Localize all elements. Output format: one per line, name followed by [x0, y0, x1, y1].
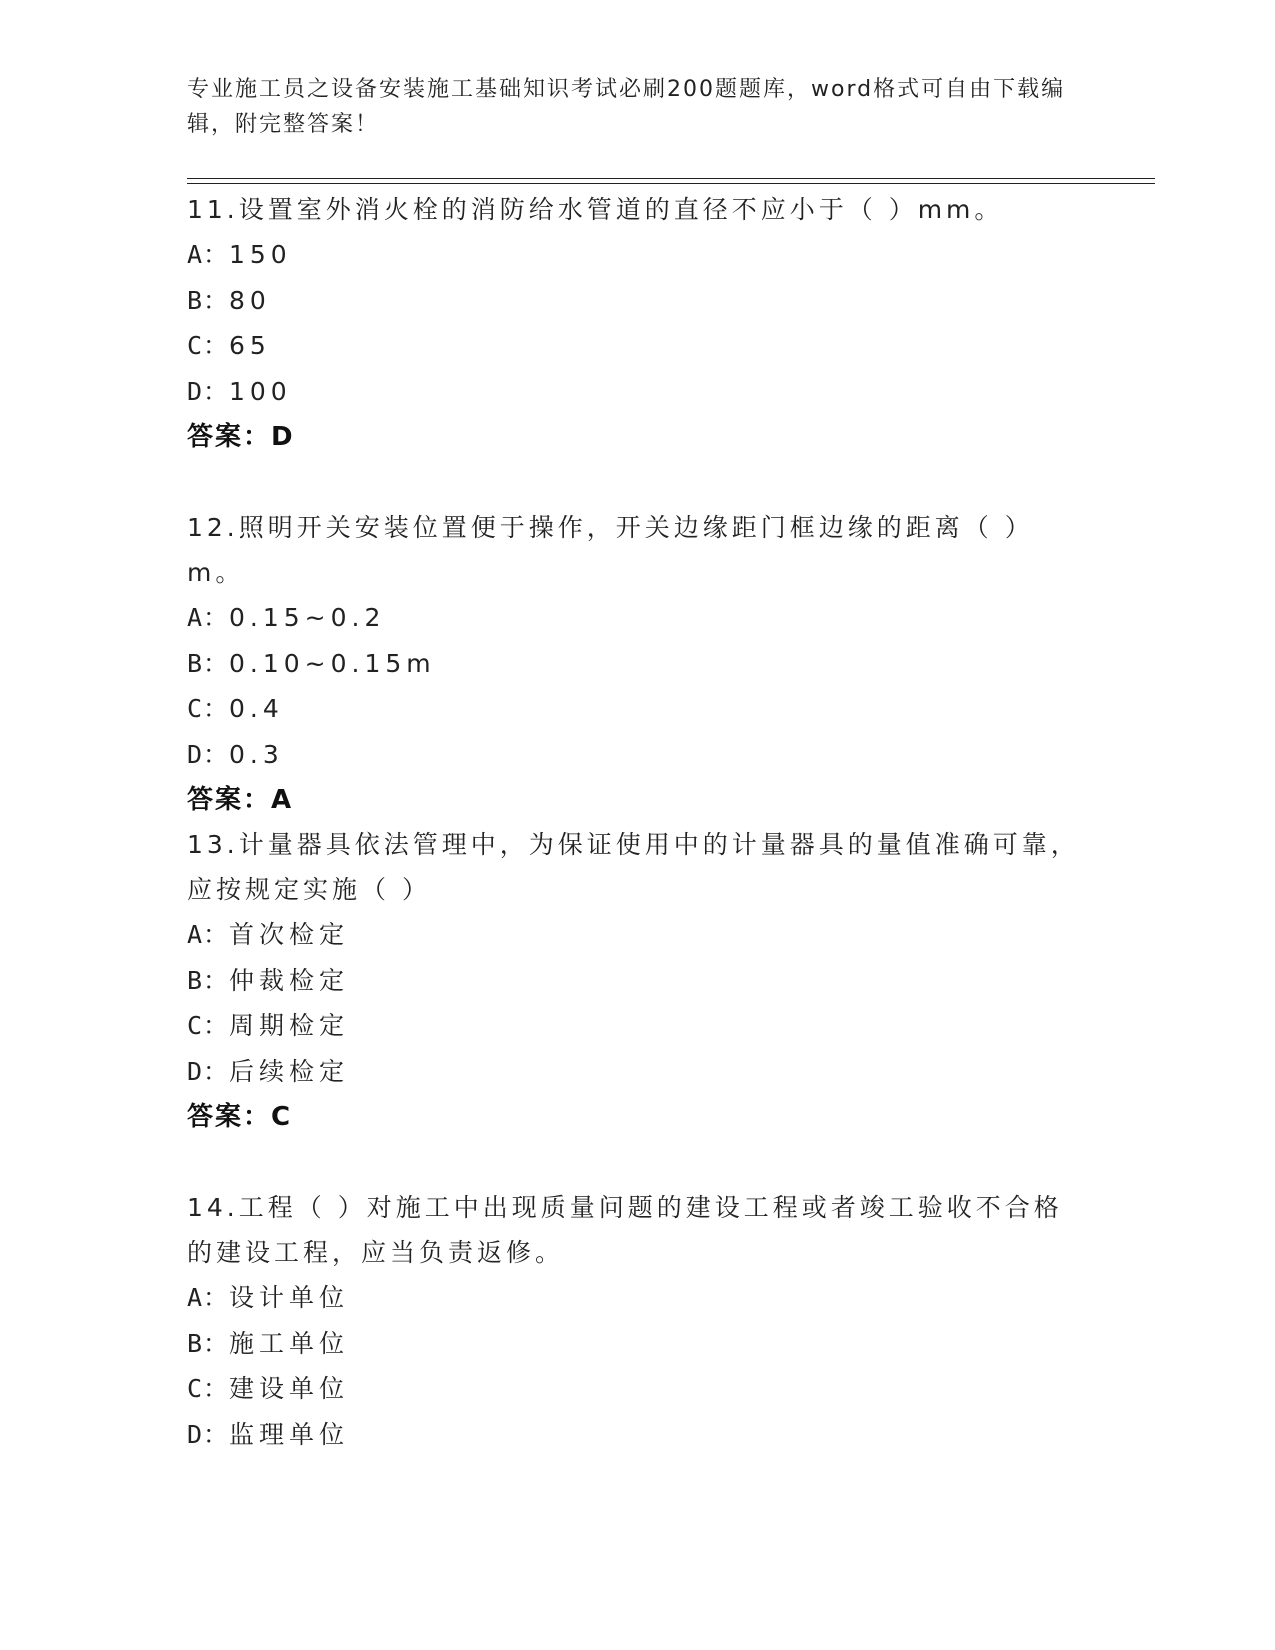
option-value: 65	[229, 331, 271, 360]
option-label: D：	[187, 1056, 230, 1086]
question-text: 14.工程（ ）对施工中出现质量问题的建设工程或者竣工验收不合格的建设工程，应当负责返修。	[187, 1193, 1063, 1267]
option-d	[187, 1049, 1087, 1095]
question-11	[187, 187, 1087, 460]
option-value: 0.10~0.15m	[229, 648, 436, 678]
option-label: C：	[187, 331, 230, 360]
option-value: 施工单位	[229, 1328, 350, 1358]
option-d	[187, 732, 1087, 778]
option-label: B：	[187, 1328, 230, 1358]
question-12	[187, 505, 1087, 823]
option-value: 仲裁检定	[229, 965, 350, 995]
option-c	[187, 1366, 1087, 1412]
option-b	[187, 641, 1087, 687]
option-label: C：	[187, 1011, 230, 1040]
option-value: 0.15~0.2	[229, 603, 386, 632]
option-c	[187, 686, 1087, 732]
option-c	[187, 1003, 1087, 1049]
option-a	[187, 1275, 1087, 1321]
option-a	[187, 912, 1087, 958]
option-label: D：	[187, 1419, 230, 1449]
question-text: 13.计量器具依法管理中，为保证使用中的计量器具的量值准确可靠，应按规定实施（ ）	[187, 830, 1080, 904]
answer-text: 答案：C	[187, 1102, 293, 1132]
option-value: 0.4	[229, 694, 284, 723]
option-value: 设计单位	[229, 1283, 350, 1312]
option-a	[187, 595, 1087, 641]
option-value: 周期检定	[229, 1011, 350, 1040]
option-c	[187, 323, 1087, 369]
option-d	[187, 369, 1087, 415]
option-b	[187, 958, 1087, 1004]
option-label: D：	[187, 376, 230, 406]
question-14	[187, 1185, 1087, 1457]
option-b	[187, 278, 1087, 324]
header-divider-top	[187, 178, 1155, 179]
option-label: D：	[187, 739, 230, 769]
option-label: A：	[187, 920, 230, 949]
option-value: 建设单位	[229, 1374, 350, 1403]
question-text: 12.照明开关安装位置便于操作，开关边缘距门框边缘的距离（ ）m。	[187, 513, 1034, 587]
option-d	[187, 1412, 1087, 1458]
option-value: 80	[229, 285, 271, 315]
answer-text: 答案：A	[187, 785, 294, 815]
option-label: C：	[187, 1374, 230, 1403]
header-title: 专业施工员之设备安装施工基础知识考试必刷200题题库，word格式可自由下载编辑，附完整答案！	[187, 77, 1066, 137]
option-a	[187, 232, 1087, 278]
option-label: B：	[187, 285, 230, 315]
option-b	[187, 1321, 1087, 1367]
option-value: 100	[229, 376, 292, 406]
option-value: 0.3	[229, 739, 284, 769]
option-label: B：	[187, 648, 230, 678]
question-text: 11.设置室外消火栓的消防给水管道的直径不应小于（ ）mm。	[187, 195, 1004, 224]
option-value: 首次检定	[229, 920, 350, 949]
option-label: C：	[187, 694, 230, 723]
option-label: A：	[187, 240, 230, 269]
option-label: A：	[187, 1283, 230, 1312]
header-divider-bottom	[187, 183, 1155, 184]
option-value: 后续检定	[229, 1056, 350, 1086]
option-label: A：	[187, 603, 230, 632]
option-value: 监理单位	[229, 1419, 350, 1449]
document-header	[187, 72, 1067, 142]
answer-text: 答案：D	[187, 422, 295, 452]
question-13	[187, 822, 1087, 1140]
option-value: 150	[229, 240, 292, 269]
option-label: B：	[187, 965, 230, 995]
